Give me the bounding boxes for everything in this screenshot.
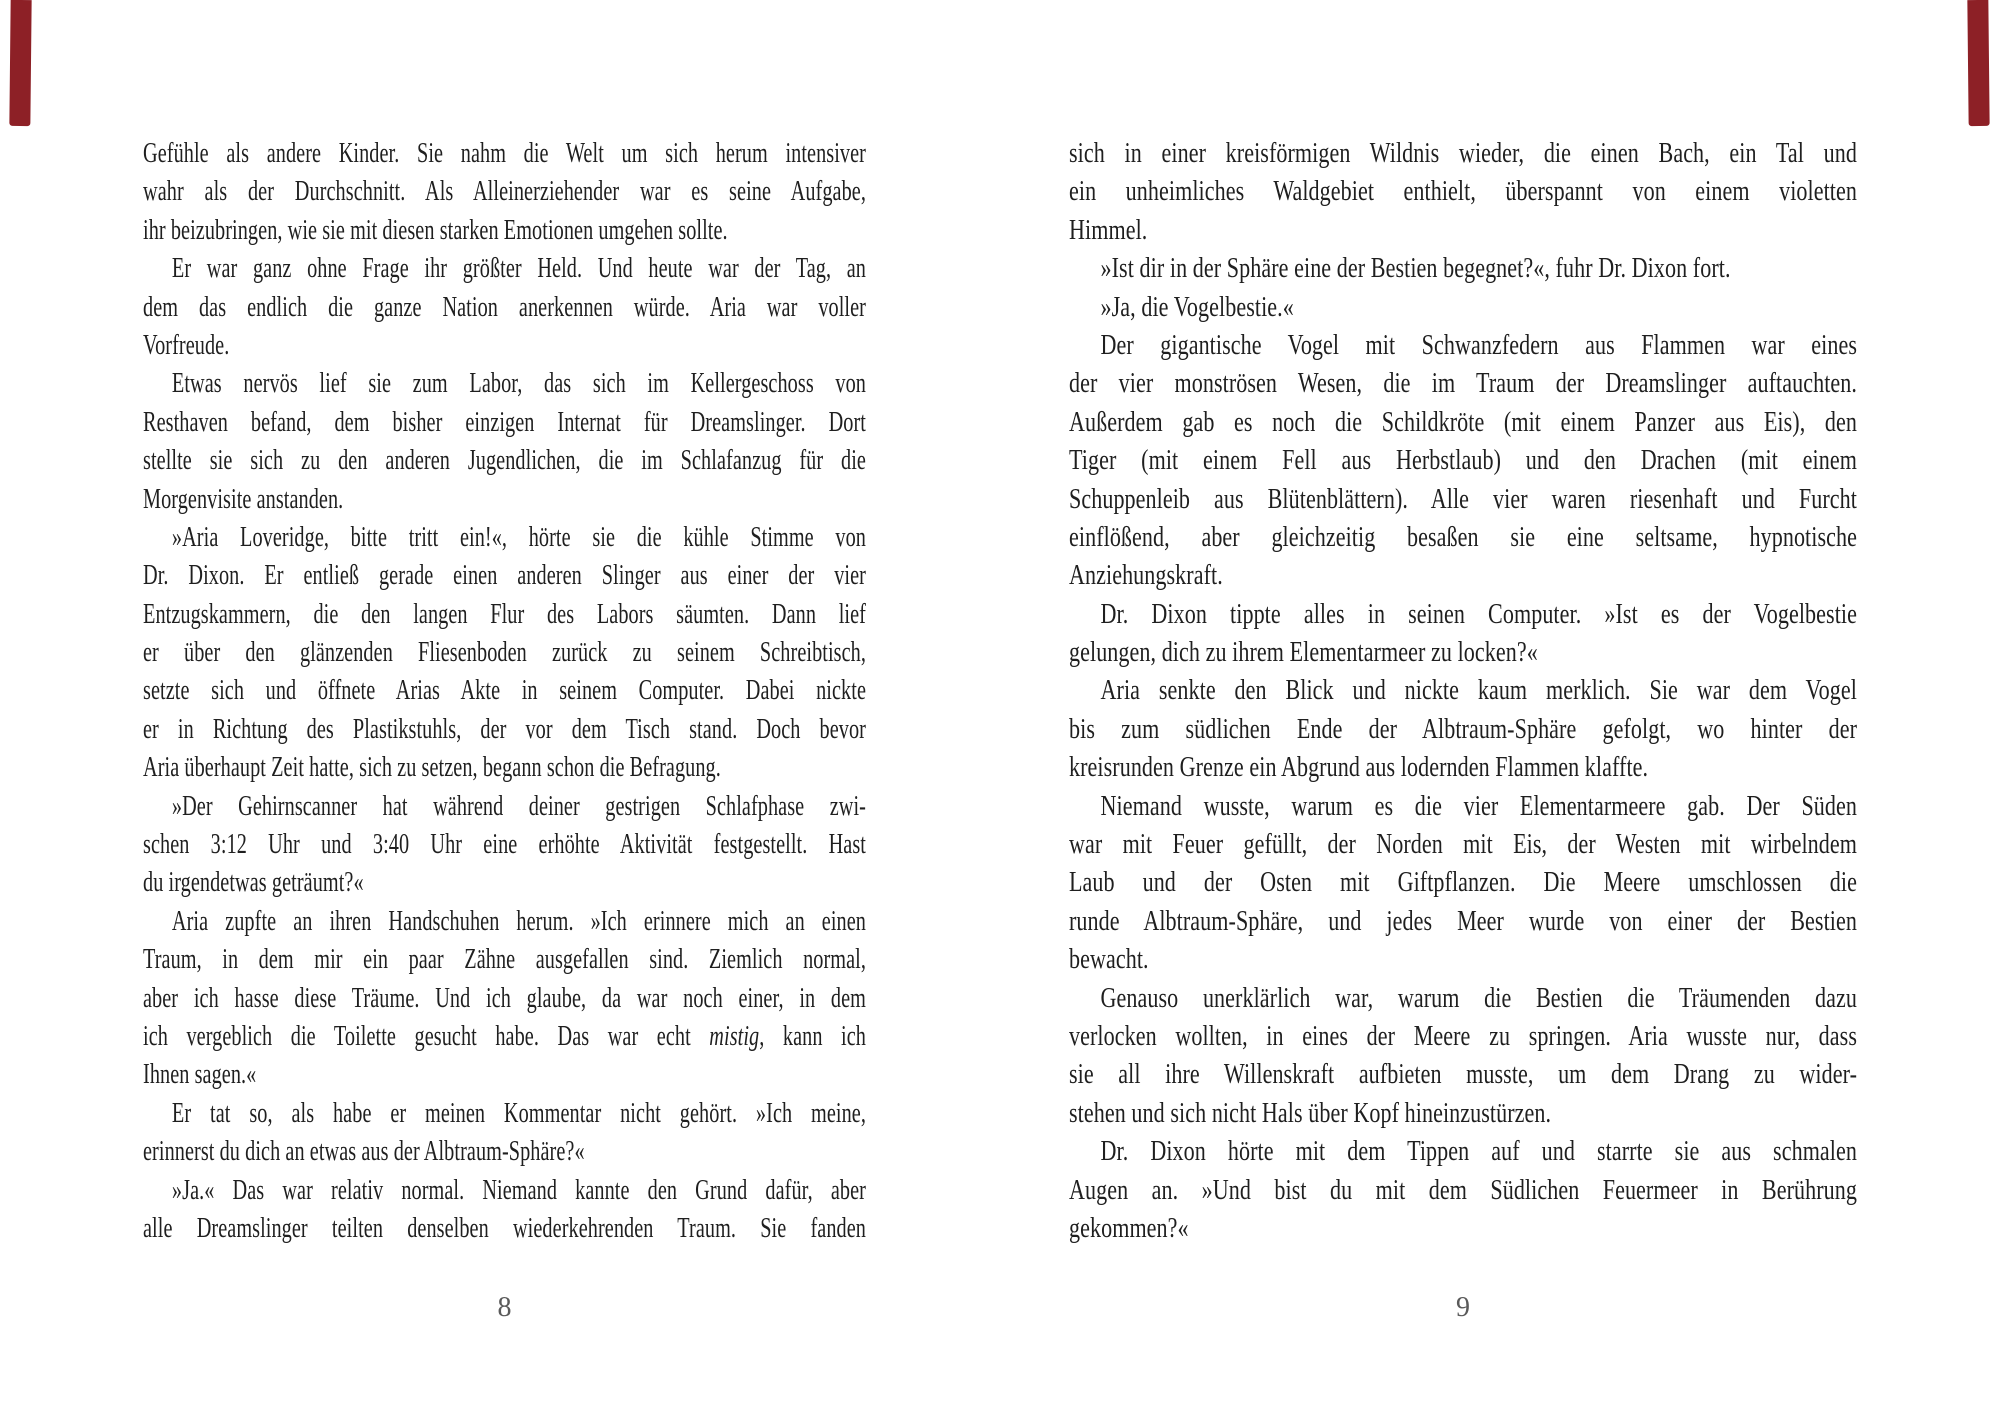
text-line: »Der Gehirnscanner hat während deiner gestrigen Schlafphase zwi- — [171, 790, 867, 822]
text-line: erinnerst du dich an etwas aus der Albtraum-Sphäre?« — [143, 1136, 585, 1168]
text-line: Genauso unerklärlich war, warum die Bestien die Träumenden dazu — [1100, 982, 1857, 1014]
text-line: alle Dreamslinger teilten denselben wiederkehrenden Traum. Sie fanden — [143, 1212, 866, 1244]
text-line: der vier monströsen Wesen, die im Traum der Dreamslinger auftauchten. — [1069, 368, 1857, 400]
text-line: wahr als der Durchschnitt. Als Alleinerziehender war es seine Aufgabe, — [143, 176, 866, 208]
text-line: bewacht. — [1069, 944, 1149, 976]
text-line: verlocken wollten, in eines der Meere zu springen. Aria wusste nur, dass — [1069, 1020, 1857, 1052]
book-page-right — [1069, 135, 1857, 1248]
text-line: »Ja.« Das war relativ normal. Niemand kannte den Grund dafür, aber — [171, 1174, 867, 1206]
text-line: er über den glänzenden Fliesenboden zurück zu seinem Schreibtisch, — [143, 637, 866, 669]
text-line: dem das endlich die ganze Nation anerkennen würde. Aria war voller — [143, 291, 866, 323]
text-line: stehen und sich nicht Hals über Kopf hineinzustürzen. — [1069, 1097, 1552, 1129]
text-line: »Ist dir in der Sphäre eine der Bestien begegnet?«, fuhr Dr. Dixon fort. — [1100, 253, 1731, 285]
text-line: Augen an. »Und bist du mit dem Südlichen Feuermeer in Berührung — [1069, 1174, 1857, 1206]
text-line: sie all ihre Willenskraft aufbieten musste, um dem Drang zu wider- — [1069, 1059, 1857, 1091]
text-line: Schuppenleib aus Blütenblättern). Alle vier waren riesenhaft und Furcht — [1069, 483, 1857, 515]
text-line: Laub und der Osten mit Giftpflanzen. Die Meere umschlossen die — [1069, 867, 1857, 899]
text-line: Traum, in dem mir ein paar Zähne ausgefallen sind. Ziemlich normal, — [143, 944, 866, 976]
page-number-right: 9 — [1456, 1292, 1470, 1323]
text-line: setzte sich und öffnete Arias Akte in seinem Computer. Dabei nickte — [143, 675, 866, 707]
text-line: bis zum südlichen Ende der Albtraum-Sphäre gefolgt, wo hinter der — [1069, 713, 1857, 745]
text-line: Tiger (mit einem Fell aus Herbstlaub) und den Drachen (mit einem — [1069, 445, 1857, 477]
text-line: Niemand wusste, warum es die vier Elementarmeere gab. Der Süden — [1100, 790, 1857, 822]
text-line: ihr beizubringen, wie sie mit diesen starken Emotionen umgehen sollte. — [143, 214, 728, 246]
text-line: Aria senkte den Blick und nickte kaum merklich. Sie war dem Vogel — [1100, 675, 1857, 707]
text-line: Vorfreude. — [143, 329, 230, 361]
text-line: Aria zupfte an ihren Handschuhen herum. »Ich erinnere mich an einen — [171, 905, 867, 937]
text-line: einflößend, aber gleichzeitig besaßen sie eine seltsame, hypnotische — [1069, 521, 1857, 553]
text-line: er in Richtung des Plastikstuhls, der vor dem Tisch stand. Doch bevor — [143, 713, 866, 745]
text-line: Anziehungskraft. — [1069, 560, 1223, 592]
text-line: Er war ganz ohne Frage ihr größter Held. Und heute war der Tag, an — [171, 253, 867, 285]
text-line: Ihnen sagen.« — [143, 1059, 257, 1091]
text-line: stellte sie sich zu den anderen Jugendlichen, die im Schlafanzug für die — [143, 445, 866, 477]
text-line: kreisrunden Grenze ein Abgrund aus lodernden Flammen klaffte. — [1069, 752, 1649, 784]
text-line: Entzugskammern, die den langen Flur des Labors säumten. Dann lief — [143, 598, 866, 630]
text-line: Gefühle als andere Kinder. Sie nahm die Welt um sich herum intensiver — [143, 138, 866, 169]
text-line: runde Albtraum-Sphäre, und jedes Meer wurde von einer der Bestien — [1069, 905, 1857, 937]
text-line: Resthaven befand, dem bisher einzigen Internat für Dreamslinger. Dort — [143, 406, 866, 438]
page-number-left: 8 — [497, 1292, 512, 1323]
text-line: ein unheimliches Waldgebiet enthielt, überspannt von einem violetten — [1069, 176, 1857, 208]
text-line: schen 3:12 Uhr und 3:40 Uhr eine erhöhte Aktivität festgestellt. Hast — [143, 829, 866, 861]
text-line: Himmel. — [1069, 214, 1148, 246]
text-line: aber ich hasse diese Träume. Und ich glaube, da war noch einer, in dem — [143, 982, 866, 1014]
text-line: ich vergeblich die Toilette gesucht habe. Das war echt mistig, kann ich — [143, 1020, 866, 1052]
text-line: gekommen?« — [1069, 1212, 1189, 1244]
text-line: Dr. Dixon tippte alles in seinen Computer. »Ist es der Vogelbestie — [1100, 598, 1857, 630]
text-line: Dr. Dixon. Er entließ gerade einen anderen Slinger aus einer der vier — [143, 560, 866, 592]
text-line: Außerdem gab es noch die Schildkröte (mit einem Panzer aus Eis), den — [1069, 406, 1857, 438]
text-line: Der gigantische Vogel mit Schwanzfedern aus Flammen war eines — [1100, 329, 1857, 361]
red-edge-mark-left — [9, 0, 31, 126]
text-line: war mit Feuer gefüllt, der Norden mit Eis, der Westen mit wirbelndem — [1069, 829, 1857, 861]
text-line: du irgendetwas geträumt?« — [143, 867, 364, 899]
text-line: »Aria Loveridge, bitte tritt ein!«, hörte sie die kühle Stimme von — [171, 521, 867, 553]
text-line: »Ja, die Vogelbestie.« — [1100, 291, 1294, 323]
text-line: Etwas nervös lief sie zum Labor, das sich im Kellergeschoss von — [171, 368, 867, 400]
text-line: sich in einer kreisförmigen Wildnis wieder, die einen Bach, ein Tal und — [1069, 138, 1857, 169]
text-line: Morgenvisite anstanden. — [143, 483, 344, 515]
book-page-left — [143, 135, 866, 1248]
text-line: gelungen, dich zu ihrem Elementarmeer zu locken?« — [1069, 637, 1538, 669]
red-edge-mark-right — [1967, 0, 1989, 126]
text-line: Dr. Dixon hörte mit dem Tippen auf und starrte sie aus schmalen — [1100, 1136, 1857, 1168]
text-line: Er tat so, als habe er meinen Kommentar nicht gehört. »Ich meine, — [171, 1097, 867, 1129]
text-line: Aria überhaupt Zeit hatte, sich zu setzen, begann schon die Befragung. — [143, 752, 721, 784]
